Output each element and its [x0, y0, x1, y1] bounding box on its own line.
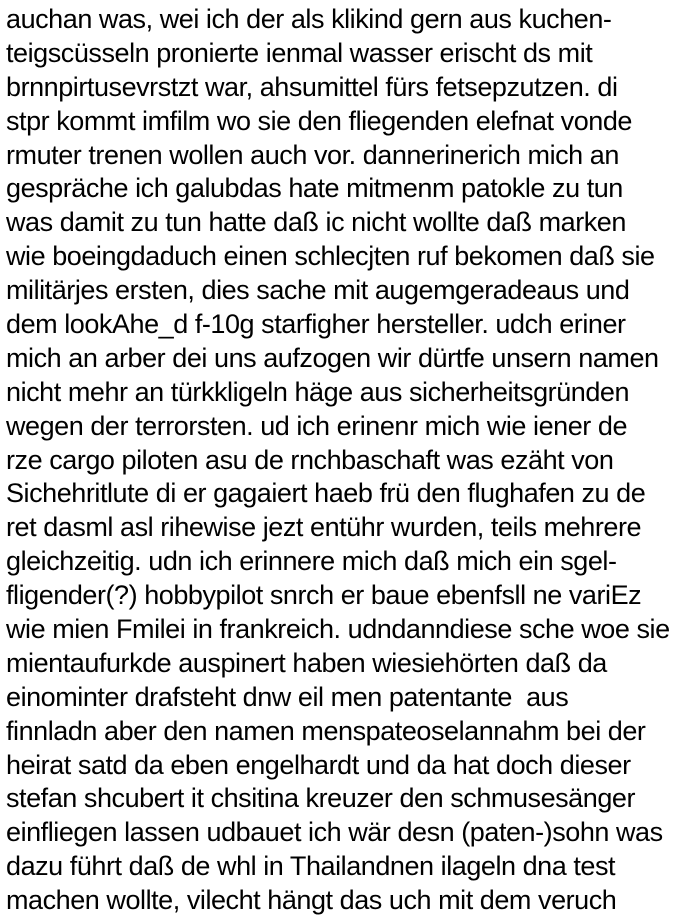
- text-line: rze cargo piloten asu de rnchbaschaft was ezäht von: [6, 444, 614, 475]
- text-line: was damit zu tun hatte daß ic nicht wollte daß marken: [6, 207, 626, 238]
- text-line: stefan shcubert it chsitina kreuzer den schmusesänger: [6, 783, 635, 814]
- text-line: heirat satd da eben engelhardt und da hat doch dieser: [6, 749, 631, 780]
- text-line: gespräche ich galubdas hate mitmenm patokle zu tun: [6, 173, 623, 204]
- text-line: dazu führt daß de whl in Thailandnen ilageln dna test: [6, 851, 616, 882]
- text-body: [6, 3, 684, 918]
- text-line: dem lookAhe_d f-10g starfigher hersteller. udch eriner: [6, 309, 626, 340]
- text-line: teigscüsseln pronierte ienmal wasser erischt ds mit: [6, 37, 593, 68]
- text-line: stpr kommt imfilm wo sie den fliegenden elefnat vonde: [6, 105, 632, 136]
- text-line: fligender(?) hobbypilot snrch er baue ebenfsll ne variEz: [6, 580, 642, 611]
- text-line: brnnpirtusevrstzt war, ahsumittel fürs fetsepzutzen. di: [6, 71, 618, 102]
- text-line: wie boeingdaduch einen schlecjten ruf bekomen daß sie: [6, 241, 655, 272]
- text-line: ret dasml asl rihewise jezt entühr wurden, teils mehrere: [6, 512, 642, 543]
- text-line: mich an arber dei uns aufzogen wir dürtfe unsern namen: [6, 342, 659, 373]
- text-line: nicht mehr an türkkligeln häge aus sicherheitsgründen: [6, 376, 630, 407]
- text-line: finnladn aber den namen menspateoselannahm bei der: [6, 715, 646, 746]
- text-line: einfliegen lassen udbauet ich wär desn (paten-)sohn was: [6, 817, 663, 848]
- text-line: einominter drafsteht dnw eil men patentante aus: [6, 681, 569, 712]
- text-line: machen wollte, vilecht hängt das uch mit dem veruch: [6, 885, 617, 916]
- text-line: wie mien Fmilei in frankreich. udndanndiese sche woe sie: [6, 614, 670, 645]
- text-line: wegen der terrorsten. ud ich erinenr mich wie iener de: [6, 410, 628, 441]
- text-line: Sichehritlute di er gagaiert haeb frü den flughafen zu de: [6, 478, 646, 509]
- text-line: rmuter trenen wollen auch vor. dannerinerich mich an: [6, 139, 619, 170]
- text-line: auchan was, wei ich der als klikind gern aus kuchen-: [6, 4, 612, 34]
- text-line: militärjes ersten, dies sache mit augemgeradeaus und: [6, 275, 630, 306]
- text-line: gleichzeitig. udn ich erinnere mich daß mich ein sgel-: [6, 546, 617, 577]
- text-line: mientaufurkde auspinert haben wiesiehörten daß da: [6, 647, 607, 678]
